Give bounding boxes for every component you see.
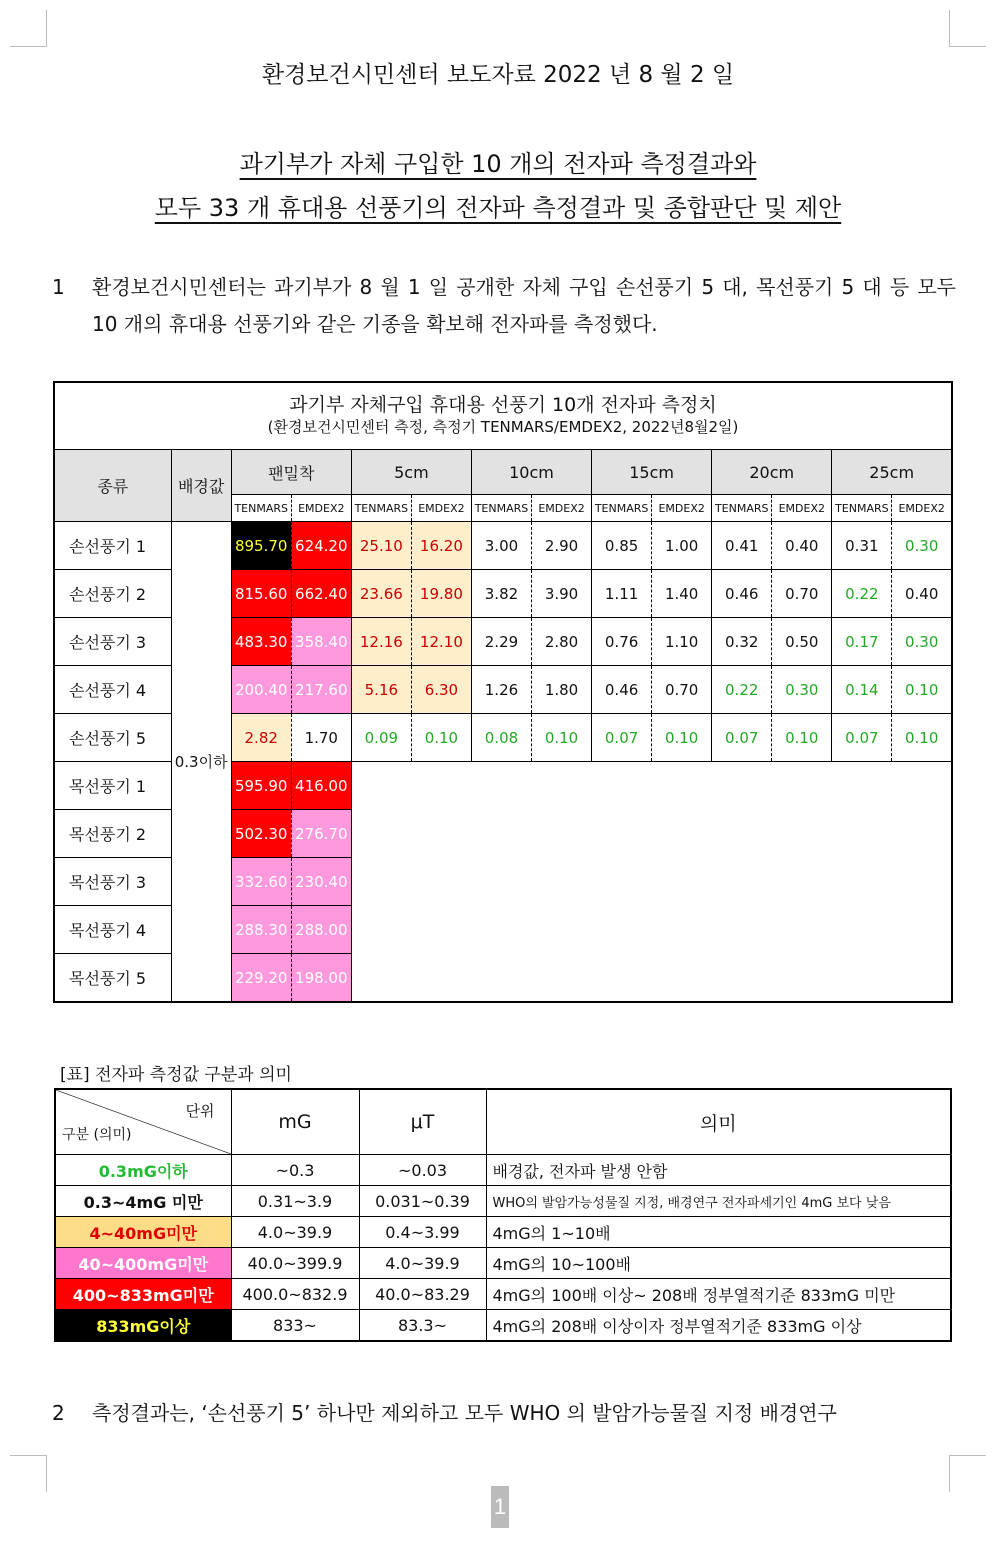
value-cell: 3.90 — [532, 570, 592, 618]
value-cell: 332.60 — [231, 858, 291, 906]
instrument-header: EMDEX2 — [411, 495, 471, 522]
table-row — [54, 522, 952, 570]
instrument-header: EMDEX2 — [652, 495, 712, 522]
unit-label: 단위 — [185, 1102, 215, 1120]
table-caption — [54, 382, 952, 450]
legend-ut-value: 83.3~ — [359, 1310, 486, 1342]
category-label: 구분 (의미) — [62, 1127, 132, 1143]
legend-meaning: 4mG의 100배 이상~ 208배 정부열적기준 833mG 미만 — [486, 1279, 951, 1310]
legend-meaning: 4mG의 1~10배 — [486, 1217, 951, 1248]
value-cell: 0.17 — [832, 618, 892, 666]
value-cell: 0.76 — [592, 618, 652, 666]
value-cell: 0.46 — [712, 570, 772, 618]
row-name: 목선풍기 1 — [54, 762, 171, 810]
value-cell: 230.40 — [291, 858, 351, 906]
legend-meaning: 4mG의 208배 이상이자 정부열적기준 833mG 이상 — [486, 1310, 951, 1342]
crop-mark-top-right — [949, 10, 986, 47]
distance-header: 5cm — [351, 450, 471, 495]
value-cell: 12.10 — [411, 618, 471, 666]
value-cell: 276.70 — [291, 810, 351, 858]
legend-label: 0.3mG이하 — [55, 1155, 231, 1186]
value-cell: 288.00 — [291, 906, 351, 954]
value-cell: 0.40 — [892, 570, 952, 618]
paragraph-1 — [52, 269, 956, 343]
legend-ut-value: 4.0~39.9 — [359, 1248, 486, 1279]
legend-mg-value: 4.0~39.9 — [231, 1217, 359, 1248]
value-cell: 5.16 — [351, 666, 411, 714]
value-cell: 23.66 — [351, 570, 411, 618]
value-cell: 16.20 — [411, 522, 471, 570]
legend-meaning: WHO의 발암가능성물질 지정, 배경연구 전자파세기인 4mG 보다 낮음 — [486, 1186, 951, 1217]
legend-ut-value: 40.0~83.29 — [359, 1279, 486, 1310]
value-cell: 595.90 — [231, 762, 291, 810]
legend-label: 40~400mG미만 — [55, 1248, 231, 1279]
legend-row — [55, 1217, 951, 1248]
instrument-header: TENMARS — [592, 495, 652, 522]
crop-mark-top-left — [10, 10, 47, 47]
value-cell: 483.30 — [231, 618, 291, 666]
legend-ut-value: ~0.03 — [359, 1155, 486, 1186]
value-cell: 502.30 — [231, 810, 291, 858]
value-cell: 0.08 — [471, 714, 531, 762]
col-mg-header: mG — [231, 1089, 359, 1155]
instrument-header: EMDEX2 — [772, 495, 832, 522]
value-cell: 217.60 — [291, 666, 351, 714]
legend-mg-value: 400.0~832.9 — [231, 1279, 359, 1310]
value-cell: 198.00 — [291, 954, 351, 1003]
row-name: 목선풍기 4 — [54, 906, 171, 954]
row-name: 목선풍기 3 — [54, 858, 171, 906]
value-cell: 624.20 — [291, 522, 351, 570]
distance-header: 20cm — [712, 450, 832, 495]
value-cell: 0.30 — [892, 522, 952, 570]
row-name: 손선풍기 5 — [54, 714, 171, 762]
value-cell: 0.10 — [892, 714, 952, 762]
instrument-header: TENMARS — [832, 495, 892, 522]
press-release-header: 환경보건시민센터 보도자료 2022 년 8 월 2 일 — [261, 62, 735, 88]
value-cell: 358.40 — [291, 618, 351, 666]
distance-header: 팬밀착 — [231, 450, 351, 495]
legend-corner-header — [55, 1089, 231, 1155]
value-cell: 288.30 — [231, 906, 291, 954]
instrument-header: EMDEX2 — [892, 495, 952, 522]
value-cell: 229.20 — [231, 954, 291, 1003]
document-title-line-2: 모두 33 개 휴대용 선풍기의 전자파 측정결과 및 종합판단 및 제안 — [154, 194, 842, 222]
value-cell: 0.22 — [832, 570, 892, 618]
value-cell: 0.41 — [712, 522, 772, 570]
value-cell: 895.70 — [231, 522, 291, 570]
legend-mg-value: 0.31~3.9 — [231, 1186, 359, 1217]
legend-label: 400~833mG미만 — [55, 1279, 231, 1310]
legend-table-title: [표] 전자파 측정값 구분과 의미 — [60, 1065, 292, 1085]
legend-label: 0.3~4mG 미만 — [55, 1186, 231, 1217]
value-cell: 12.16 — [351, 618, 411, 666]
col-background-header: 배경값 — [171, 450, 231, 522]
instrument-header: EMDEX2 — [291, 495, 351, 522]
value-cell: 6.30 — [411, 666, 471, 714]
legend-table — [54, 1088, 952, 1342]
legend-row — [55, 1279, 951, 1310]
legend-meaning: 배경값, 전자파 발생 안함 — [486, 1155, 951, 1186]
value-cell: 2.80 — [532, 618, 592, 666]
value-cell: 0.70 — [652, 666, 712, 714]
instrument-header: TENMARS — [351, 495, 411, 522]
crop-mark-bottom-left — [10, 1455, 47, 1492]
legend-label: 4~40mG미만 — [55, 1217, 231, 1248]
paragraph-text: 환경보건시민센터는 과기부가 8 월 1 일 공개한 자체 구입 손선풍기 5 대, 목선풍기 5 대 등 모두 10 개의 휴대용 선풍기와 같은 기종을 확보해 전자파를 측정했다. — [92, 275, 956, 336]
instrument-header: TENMARS — [712, 495, 772, 522]
value-cell: 0.40 — [772, 522, 832, 570]
row-name: 목선풍기 2 — [54, 810, 171, 858]
value-cell: 0.10 — [411, 714, 471, 762]
table-subtitle: (환경보건시민센터 측정, 측정기 TENMARS/EMDEX2, 2022년8월2일) — [267, 418, 739, 436]
row-name: 손선풍기 1 — [54, 522, 171, 570]
value-cell: 0.46 — [592, 666, 652, 714]
value-cell: 0.70 — [772, 570, 832, 618]
row-name: 손선풍기 2 — [54, 570, 171, 618]
value-cell: 3.00 — [471, 522, 531, 570]
paragraph-text: 측정결과는, ‘손선풍기 5’ 하나만 제외하고 모두 WHO 의 발암가능물질 지정 배경연구 — [92, 1401, 837, 1425]
paragraph-number: 1 — [52, 275, 65, 299]
legend-row — [55, 1248, 951, 1279]
value-cell: 662.40 — [291, 570, 351, 618]
legend-mg-value: 833~ — [231, 1310, 359, 1342]
legend-meaning: 4mG의 10~100배 — [486, 1248, 951, 1279]
page-number: 1 — [491, 1486, 509, 1528]
legend-mg-value: ~0.3 — [231, 1155, 359, 1186]
value-cell: 200.40 — [231, 666, 291, 714]
legend-ut-value: 0.031~0.39 — [359, 1186, 486, 1217]
paragraph-2 — [52, 1395, 956, 1432]
measurement-table — [53, 381, 953, 1003]
instrument-header: TENMARS — [471, 495, 531, 522]
value-cell: 1.10 — [652, 618, 712, 666]
value-cell: 1.70 — [291, 714, 351, 762]
value-cell: 0.07 — [712, 714, 772, 762]
paragraph-number: 2 — [52, 1401, 65, 1425]
col-ut-header: μT — [359, 1089, 486, 1155]
legend-mg-value: 40.0~399.9 — [231, 1248, 359, 1279]
value-cell: 0.09 — [351, 714, 411, 762]
value-cell: 1.40 — [652, 570, 712, 618]
legend-ut-value: 0.4~3.99 — [359, 1217, 486, 1248]
value-cell: 0.10 — [652, 714, 712, 762]
value-cell: 1.80 — [532, 666, 592, 714]
value-cell: 0.10 — [532, 714, 592, 762]
instrument-header: TENMARS — [231, 495, 291, 522]
value-cell: 2.90 — [532, 522, 592, 570]
row-name: 손선풍기 4 — [54, 666, 171, 714]
value-cell: 2.29 — [471, 618, 531, 666]
table-title: 과기부 자체구입 휴대용 선풍기 10개 전자파 측정치 — [289, 394, 717, 416]
value-cell: 0.31 — [832, 522, 892, 570]
col-type-header: 종류 — [54, 450, 171, 522]
distance-header: 10cm — [471, 450, 591, 495]
value-cell: 0.50 — [772, 618, 832, 666]
col-meaning-header: 의미 — [486, 1089, 951, 1155]
crop-mark-bottom-right — [949, 1455, 986, 1492]
distance-header: 25cm — [832, 450, 952, 495]
value-cell: 1.11 — [592, 570, 652, 618]
value-cell: 0.32 — [712, 618, 772, 666]
legend-row — [55, 1155, 951, 1186]
empty-area — [351, 762, 952, 1003]
instrument-header: EMDEX2 — [532, 495, 592, 522]
document-title-line-1: 과기부가 자체 구입한 10 개의 전자파 측정결과와 — [239, 150, 757, 178]
background-value-cell: 0.3이하 — [171, 522, 231, 1003]
legend-label: 833mG이상 — [55, 1310, 231, 1342]
value-cell: 0.07 — [832, 714, 892, 762]
value-cell: 1.26 — [471, 666, 531, 714]
value-cell: 0.30 — [892, 618, 952, 666]
value-cell: 0.85 — [592, 522, 652, 570]
legend-row — [55, 1186, 951, 1217]
row-name: 목선풍기 5 — [54, 954, 171, 1003]
value-cell: 25.10 — [351, 522, 411, 570]
distance-header: 15cm — [592, 450, 712, 495]
value-cell: 3.82 — [471, 570, 531, 618]
value-cell: 416.00 — [291, 762, 351, 810]
value-cell: 0.10 — [772, 714, 832, 762]
value-cell: 19.80 — [411, 570, 471, 618]
value-cell: 0.14 — [832, 666, 892, 714]
value-cell: 0.10 — [892, 666, 952, 714]
value-cell: 0.07 — [592, 714, 652, 762]
row-name: 손선풍기 3 — [54, 618, 171, 666]
value-cell: 0.30 — [772, 666, 832, 714]
value-cell: 2.82 — [231, 714, 291, 762]
value-cell: 815.60 — [231, 570, 291, 618]
value-cell: 1.00 — [652, 522, 712, 570]
value-cell: 0.22 — [712, 666, 772, 714]
legend-row — [55, 1310, 951, 1342]
